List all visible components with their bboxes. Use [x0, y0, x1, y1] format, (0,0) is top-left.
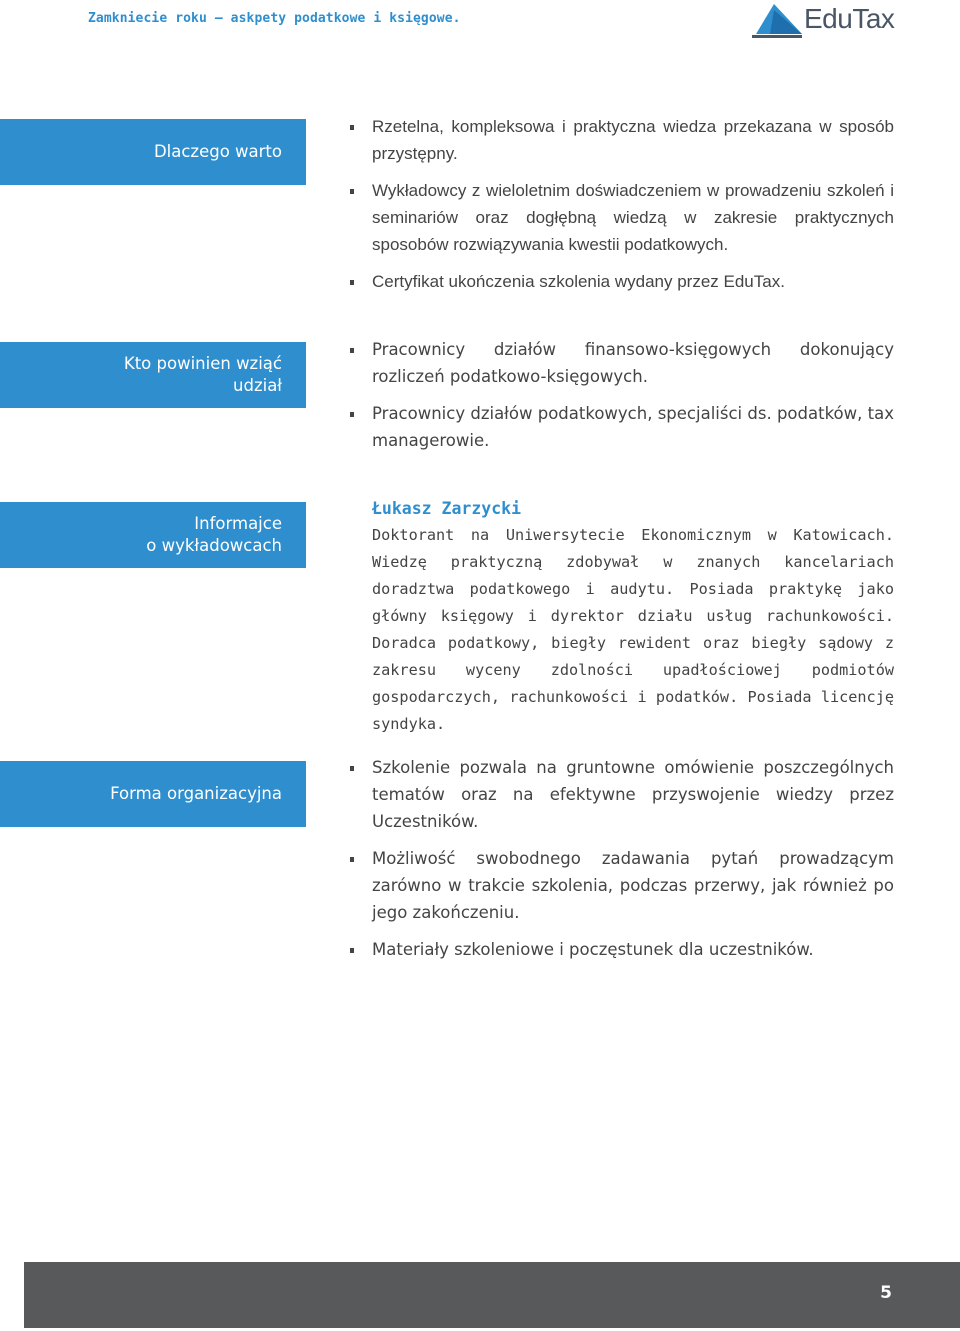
list-item: Wykładowcy z wieloletnim doświadczeniem w prowadzeniu szkoleń i seminariów oraz dogłębną wiedzą w zakresie praktycznych sposobów rozwiązywania kwestii podatkowych.	[350, 177, 894, 258]
logo-text: EduTax	[804, 3, 895, 34]
page-number: 5	[880, 1283, 892, 1303]
lecturer-name: Łukasz Zarzycki	[372, 499, 522, 518]
section-content	[350, 113, 894, 305]
lecturer-bio: Doktorant na Uniwersytecie Ekonomicznym w Katowicach. Wiedzę praktyczną zdobywał w znanych kancelariach doradztwa podatkowego i audytu. Posiada praktykę jako główny księgowy i dyrektor działu usług rachunkowości. Doradca podatkowy, biegły rewident oraz biegły sądowy z zakresu wyceny zdolności upadłościowej podmiotów gospodarczych, rachunkowości i podatków. Posiada licencję syndyka.	[372, 526, 894, 733]
section-label	[0, 119, 306, 185]
logo-mark-icon	[752, 2, 804, 38]
section-label-text: Forma organizacyjna	[110, 784, 282, 803]
label-line-2: udział	[233, 376, 282, 395]
list-item: Pracownicy działów podatkowych, specjaliści ds. podatków, tax managerowie.	[350, 400, 894, 454]
label-line-1: Kto powinien wziąć	[123, 354, 282, 373]
list-item: Możliwość swobodnego zadawania pytań prowadzącym zarówno w trakcie szkolenia, podczas przerwy, jak również po jego zakończeniu.	[350, 845, 894, 926]
section-content	[350, 754, 894, 973]
list-item: Certyfikat ukończenia szkolenia wydany przez EduTax.	[350, 268, 894, 295]
section-label-text: Dlaczego warto	[153, 142, 282, 161]
label-line-1: Informajce	[194, 514, 282, 533]
list-item: Materiały szkoleniowe i poczęstunek dla uczestników.	[350, 936, 894, 963]
bullet-list	[350, 113, 894, 295]
document-header-title: Zamkniecie roku – askpety podatkowe i księgowe.	[88, 11, 461, 26]
section-label	[0, 502, 306, 568]
list-item: Rzetelna, kompleksowa i praktyczna wiedza przekazana w sposób przystępny.	[350, 113, 894, 167]
list-item: Szkolenie pozwala na gruntowne omówienie poszczególnych tematów oraz na efektywne przyswojenie wiedzy przez Uczestników.	[350, 754, 894, 835]
bullet-list	[350, 336, 894, 454]
section-label	[0, 342, 306, 408]
section-content	[350, 336, 894, 464]
section-label-text	[146, 513, 282, 557]
bullet-list	[350, 754, 894, 963]
page-footer	[24, 1262, 960, 1328]
edutax-logo	[752, 2, 902, 38]
list-item: Pracownicy działów finansowo-księgowych dokonujący rozliczeń podatkowo-księgowych.	[350, 336, 894, 390]
section-label-text	[124, 353, 282, 397]
section-label	[0, 761, 306, 827]
section-content	[350, 495, 894, 738]
label-line-2: o wykładowcach	[146, 536, 282, 555]
